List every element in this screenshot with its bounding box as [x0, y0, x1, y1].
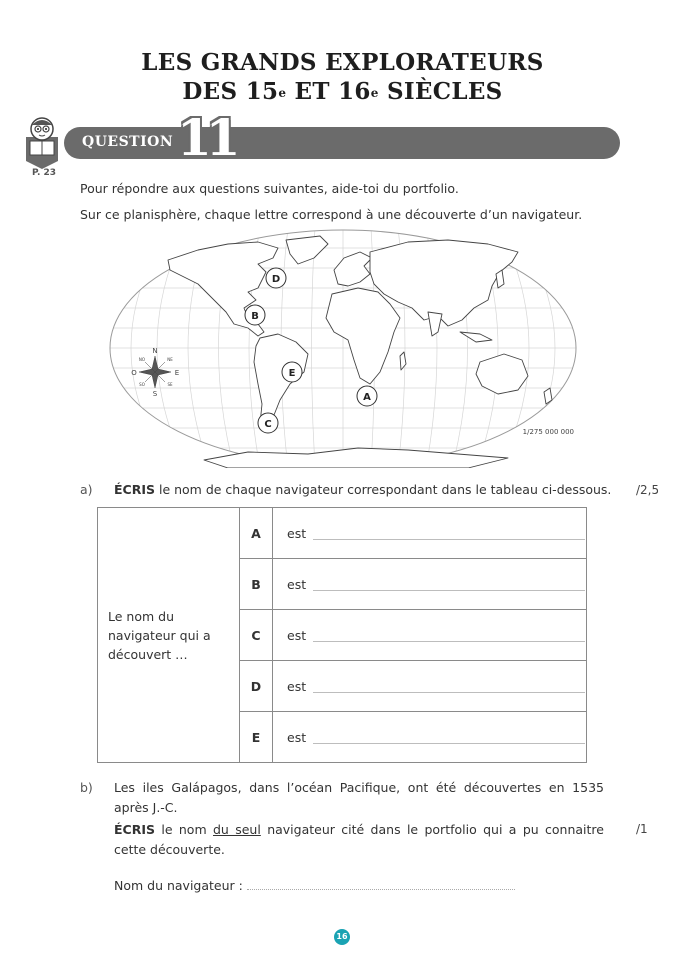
student-book-icon	[24, 115, 60, 171]
part-b-verb: ÉCRIS	[114, 822, 155, 837]
answer-line-d[interactable]	[313, 682, 585, 693]
navigator-answer-row	[114, 878, 515, 893]
intro-line-1: Pour répondre aux questions suivantes, aide-toi du portfolio.	[80, 181, 459, 196]
page-number: 16	[334, 929, 350, 945]
map-marker-e	[282, 362, 302, 382]
answer-line-a[interactable]	[313, 529, 585, 540]
map-marker-c	[258, 413, 278, 433]
row-letter-c: C	[240, 610, 273, 661]
part-a-verb: ÉCRIS	[114, 482, 155, 497]
title-sup: e	[370, 86, 379, 100]
part-b-score: /1	[636, 822, 648, 836]
part-a-score: /2,5	[636, 483, 660, 497]
part-b-text: le nom	[155, 822, 213, 837]
part-b-letter: b)	[80, 780, 93, 795]
answer-cell-b	[273, 559, 587, 610]
svg-text:E: E	[288, 368, 296, 379]
svg-text:B: B	[251, 311, 259, 322]
compass-nw-label: NO	[138, 357, 146, 362]
compass-north-label: N	[152, 347, 158, 355]
map-scale: 1/275 000 000	[522, 428, 574, 436]
answer-line-e[interactable]	[313, 733, 585, 744]
map-marker-b	[245, 305, 265, 325]
map-marker-d	[266, 268, 286, 288]
est-label: est	[287, 627, 307, 643]
compass-se-label: SE	[167, 382, 173, 387]
intro-line-2: Sur ce planisphère, chaque lettre correspond à une découverte d’un navigateur.	[80, 207, 583, 222]
est-label: est	[287, 678, 307, 694]
svg-text:D: D	[271, 274, 281, 285]
title-part: SIÈCLES	[378, 78, 503, 105]
compass-ne-label: NE	[167, 357, 173, 362]
row-letter-e: E	[240, 712, 273, 763]
title-part: DES 15	[182, 78, 279, 105]
answer-cell-d	[273, 661, 587, 712]
answer-table	[97, 507, 587, 763]
navigator-answer-line[interactable]	[247, 889, 515, 890]
answer-cell-c	[273, 610, 587, 661]
answer-line-b[interactable]	[313, 580, 585, 591]
answer-cell-a	[273, 508, 587, 559]
map-marker-a	[357, 386, 377, 406]
table-row	[98, 508, 587, 559]
compass-east-label: E	[174, 369, 180, 377]
est-label: est	[287, 729, 307, 745]
part-b-text: navigateur cité dans le portfolio qui a pu connaitre cette découverte.	[114, 822, 604, 857]
est-label: est	[287, 576, 307, 592]
title-line-1: LES GRANDS EXPLORATEURS	[141, 49, 544, 76]
question-number: 11	[177, 108, 235, 167]
svg-text:C: C	[264, 419, 272, 430]
table-row-label: Le nom du navigateur qui a découvert …	[98, 508, 240, 763]
row-letter-b: B	[240, 559, 273, 610]
question-label: QUESTION	[82, 134, 174, 150]
navigator-label: Nom du navigateur :	[114, 878, 243, 893]
part-a-instruction	[80, 482, 611, 497]
answer-cell-e	[273, 712, 587, 763]
part-b-context: Les iles Galápagos, dans l’océan Pacifique, ont été découvertes en 1535 après J.-C.	[114, 780, 604, 815]
row-letter-a: A	[240, 508, 273, 559]
compass-sw-label: SO	[139, 382, 145, 387]
compass-south-label: S	[152, 390, 158, 398]
part-b-instruction	[114, 820, 604, 860]
row-letter-d: D	[240, 661, 273, 712]
page-title	[0, 48, 685, 106]
part-a-letter: a)	[80, 482, 93, 497]
title-line-2	[0, 77, 685, 106]
est-label: est	[287, 525, 307, 541]
page-reference: P. 23	[32, 168, 57, 178]
world-map	[108, 228, 578, 468]
compass-west-label: O	[131, 369, 137, 377]
part-b-underlined: du seul	[213, 822, 261, 837]
title-sup: e	[278, 86, 287, 100]
title-part: ET 16	[286, 78, 371, 105]
part-a-text: le nom de chaque navigateur correspondant dans le tableau ci-dessous.	[155, 482, 612, 497]
svg-text:A: A	[363, 392, 371, 403]
answer-line-c[interactable]	[313, 631, 585, 642]
